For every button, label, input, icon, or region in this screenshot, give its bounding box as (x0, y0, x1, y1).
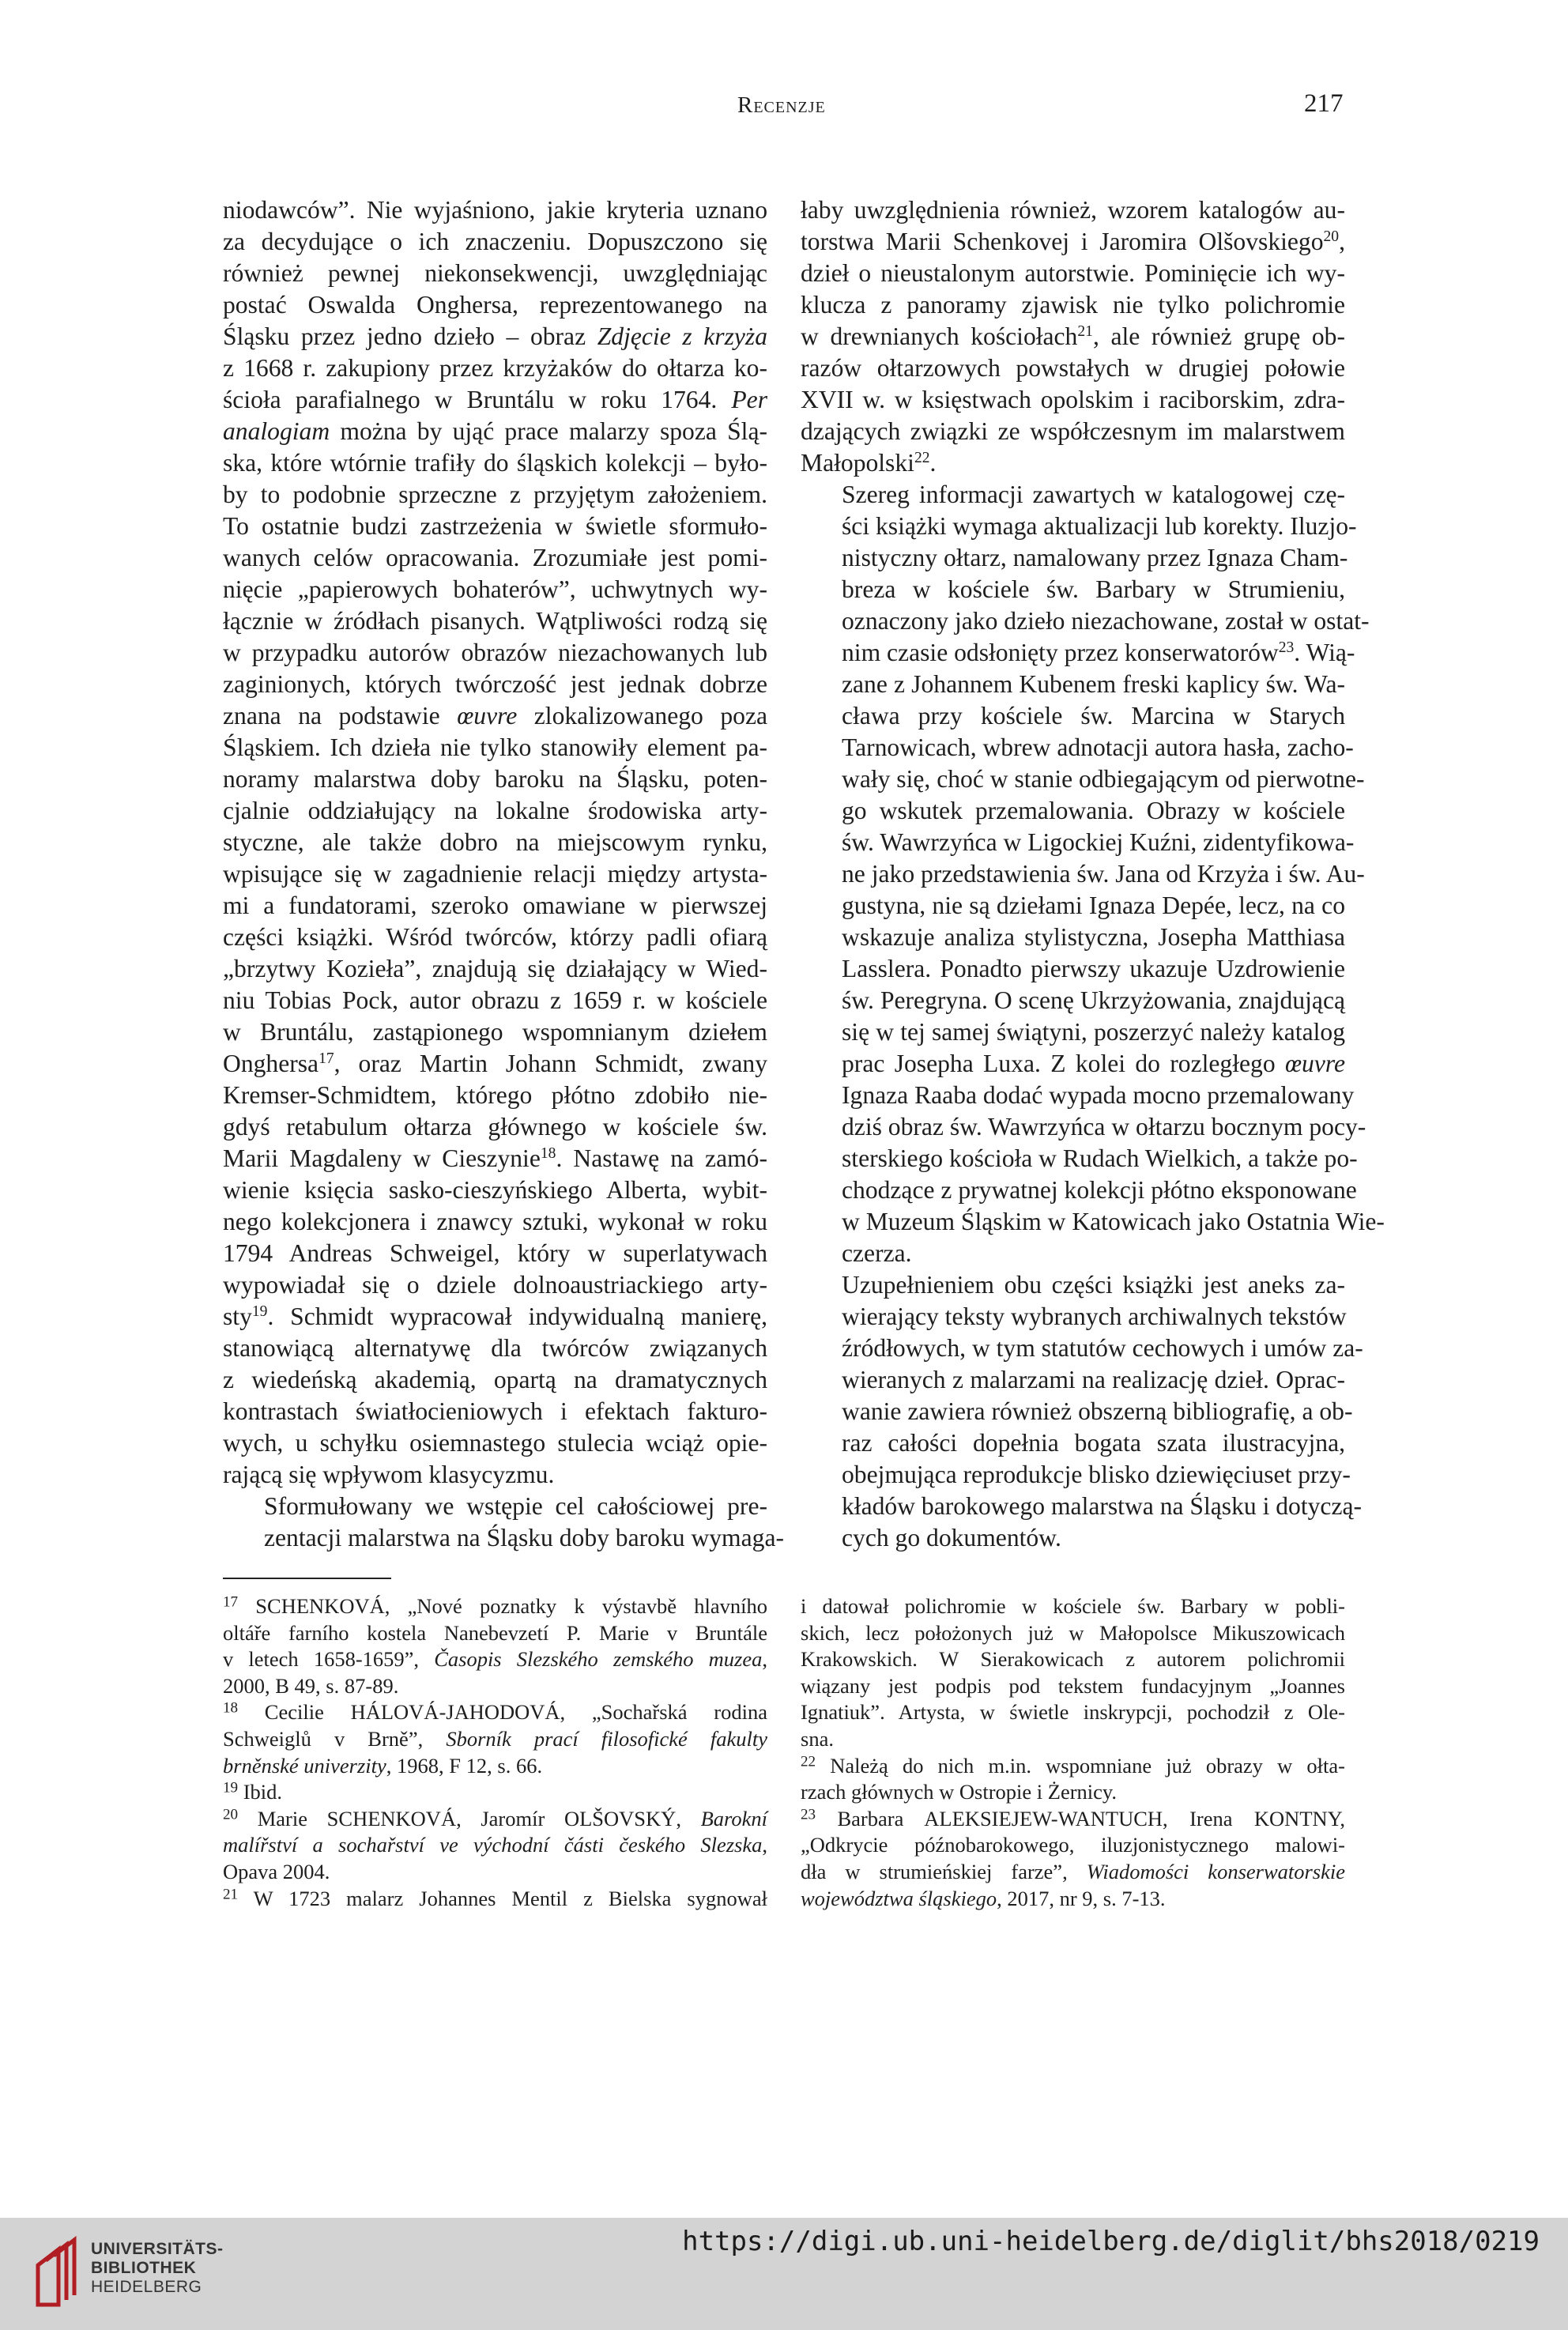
text-line: św. Peregryna. O scenę Ukrzyżowania, znajdującą (842, 986, 1345, 1014)
text-line: brněnské univerzity, 1968, F 12, s. 66. (223, 1753, 543, 1778)
text-line: styczne, ale także dobro na miejscowym rynku, (223, 828, 767, 856)
text-line: raz całości dopełnia bogata szata ilustracyjna, (842, 1429, 1345, 1457)
text-column-left (223, 194, 784, 1554)
footnote (223, 1886, 767, 1913)
text-line: Kremser-Schmidtem, którego płótno zdobiło nie- (223, 1081, 767, 1109)
text-line: Krakowskich. W Sierakowicach z autorem polichromii (801, 1647, 1345, 1672)
text-line: malířství a sochařství ve východní části českého Slezska, (223, 1833, 767, 1857)
text-line: cjalnie oddziałujący na lokalne środowiska arty- (223, 797, 767, 824)
text-line: $^{18}$ Cecilie HÁLOVÁ-JAHODOVÁ, „Sochařská rodina (223, 1699, 767, 1725)
footnote (223, 1699, 767, 1779)
text-line: dziś obraz św. Wawrzyńca w ołtarzu bocznym pocy- (842, 1113, 1366, 1140)
text-line: breza w kościele św. Barbary w Strumieniu, (842, 575, 1345, 603)
text-column-right (801, 194, 1385, 1554)
text-line: wanie zawiera również obszerną bibliografię, a ob- (842, 1397, 1353, 1425)
text-line: cych go dokumentów. (842, 1524, 1061, 1551)
text-line: wpisujące się w zagadnienie relacji między artysta- (223, 860, 767, 888)
text-line: skich, lecz położonych już w Małopolsce Mikuszowicach (801, 1620, 1345, 1645)
text-line: rającą się wpływom klasycyzmu. (223, 1461, 555, 1488)
footnote (801, 1753, 1345, 1806)
text-line: Ignatiuk”. Artysta, w świetle inskrypcji, pochodził z Ole- (801, 1700, 1345, 1725)
text-line: wanych celów opracowania. Zrozumiałe jest pomi- (223, 544, 767, 571)
text-line: prac Josepha Luxa. Z kolei do rozległego œuvre (842, 1050, 1345, 1077)
text-line: niu Tobias Pock, autor obrazu z 1659 r. w kościele (223, 986, 767, 1014)
text-line: w przypadku autorów obrazów niezachowanych lub (223, 639, 767, 666)
text-line: Schweiglů v Brně”, Sborník prací filosofické fakulty (223, 1726, 767, 1751)
paragraph (801, 194, 1345, 479)
footnote-separator (223, 1578, 391, 1579)
text-line: w drewnianych kościołach$^{21}$, ale również grupę ob- (801, 322, 1345, 350)
text-line: $^{21}$ W 1723 malarz Johannes Mentil z Bielska sygnował (223, 1885, 767, 1910)
text-line: ści książki wymaga aktualizacji lub korekty. Iluzjo- (842, 512, 1357, 540)
text-line: sterskiego kościoła w Rudach Wielkich, a także po- (842, 1144, 1358, 1172)
text-line: Lasslera. Ponadto pierwszy ukazuje Uzdrowienie (842, 955, 1345, 982)
text-line: $^{19}$ Ibid. (223, 1779, 283, 1804)
footnote (223, 1593, 767, 1699)
footnotes-right (801, 1593, 1345, 1912)
text-line: dzieł o nieustalonym autorstwie. Pominięcie ich wy- (801, 259, 1345, 287)
footnote (801, 1806, 1345, 1912)
text-line: noramy malarstwa doby baroku na Śląsku, poten- (223, 765, 767, 793)
text-line: się w tej samej świątyni, poszerzyć należy katalog (842, 1018, 1345, 1046)
text-line: łącznie w źródłach pisanych. Wątpliwości rodzą się (223, 607, 767, 635)
library-logo-text[interactable]: UNIVERSITÄTS- BIBLIOTHEK HEIDELBERG (91, 2240, 224, 2296)
text-line: Małopolski$^{22}$. (801, 449, 937, 477)
source-url[interactable]: https://digi.ub.uni-heidelberg.de/diglit/bhs2018/0219 (682, 2226, 1540, 2257)
text-line: zentacji malarstwa na Śląsku doby baroku wymaga- (264, 1524, 784, 1551)
text-line: części książki. Wśród twórców, którzy padli ofiarą (223, 923, 767, 951)
text-line: oznaczony jako dzieło niezachowane, został w ostat- (842, 607, 1370, 635)
paragraph (223, 194, 767, 1491)
text-line: 2000, B 49, s. 87-89. (223, 1673, 399, 1698)
paragraph (223, 1491, 784, 1554)
text-line: Opava 2004. (223, 1859, 330, 1883)
text-line: wieranych z malarzami na realizację dzieł. Oprac- (842, 1366, 1345, 1393)
text-line: gdyś retabulum ołtarza głównego w kościele św. (223, 1113, 767, 1140)
text-line: kontrastach światłocieniowych i efektach fakturo- (223, 1397, 767, 1425)
running-header: Recenzje (737, 92, 826, 118)
text-line: $^{17}$ SCHENKOVÁ, „Nové poznatky k výstavbě hlavního (223, 1593, 767, 1618)
text-line: ska, które wtórnie trafiły do śląskich kolekcji – było- (223, 449, 767, 477)
text-line: postać Oswalda Onghersa, reprezentowanego na (223, 291, 767, 319)
text-line: nistyczny ołtarz, namalowany przez Ignaza Cham- (842, 544, 1348, 571)
footnote (801, 1593, 1345, 1753)
text-line: dła w strumieńskiej farze”, Wiadomości konserwatorskie (801, 1859, 1346, 1883)
text-line: w Muzeum Śląskim w Katowicach jako Ostatnia Wie- (842, 1208, 1385, 1235)
text-line: znana na podstawie œuvre zlokalizowanego poza (223, 702, 768, 730)
text-line: sna. (801, 1726, 834, 1751)
footnote (223, 1806, 767, 1886)
text-line: go wskutek przemalowania. Obrazy w kościele (842, 797, 1345, 824)
footnote (223, 1779, 767, 1806)
text-line: łaby uwzględnienia również, wzorem katalogów au- (801, 196, 1345, 224)
text-line: Śląskiem. Ich dzieła nie tylko stanowiły element pa- (223, 733, 767, 761)
text-line: zane z Johannem Kubenem freski kaplicy św. Wa- (842, 670, 1345, 698)
text-line: nięcie „papierowych bohaterów”, uchwytnych wy- (223, 575, 767, 603)
text-line: Uzupełnieniem obu części książki jest aneks za- (842, 1271, 1345, 1299)
text-line: Onghersa$^{17}$, oraz Martin Johann Schmidt, zwany (223, 1050, 767, 1077)
text-line: za decydujące o ich znaczeniu. Dopuszczono się (223, 228, 767, 255)
paragraph (801, 479, 1385, 1269)
text-line: kładów barokowego malarstwa na Śląsku i dotyczą- (842, 1492, 1363, 1520)
text-line: „Odkrycie późnobarokowego, iluzjonistycznego malowi- (801, 1833, 1345, 1857)
text-line: „brzytwy Kozieła”, znajdują się działający w Wied- (223, 955, 767, 982)
text-line: Szereg informacji zawartych w katalogowej czę- (842, 481, 1345, 508)
text-line: wały się, choć w stanie odbiegającym od pierwotne- (842, 765, 1365, 793)
text-line: również pewnej niekonsekwencji, uwzględniając (223, 259, 767, 287)
text-line: źródłowych, w tym statutów cechowych i umów za- (842, 1334, 1363, 1362)
text-line: To ostatnie budzi zastrzeżenia w świetle sformuło- (223, 512, 767, 540)
text-line: Sformułowany we wstępie cel całościowej pre- (264, 1492, 767, 1520)
text-line: stanowiącą alternatywę dla twórców związanych (223, 1334, 767, 1362)
text-line: wiązany jest podpis pod tekstem fundacyjnym „Joannes (801, 1673, 1345, 1698)
text-line: z 1668 r. zakupiony przez krzyżaków do ołtarza ko- (223, 354, 767, 382)
text-line: województwa śląskiego, 2017, nr 9, s. 7-13. (801, 1886, 1166, 1910)
text-line: nego kolekcjonera i znawcy sztuki, wykonał w roku (223, 1208, 767, 1235)
text-line: klucza z panoramy zjawisk nie tylko polichromie (801, 291, 1345, 319)
text-line: 1794 Andreas Schweigel, który w superlatywach (223, 1239, 767, 1267)
text-line: sty$^{19}$. Schmidt wypracował indywidualną manierę, (223, 1303, 767, 1330)
text-line: ścioła parafialnego w Bruntálu w roku 1764. Per (223, 386, 767, 413)
text-line: obejmująca reprodukcje blisko dziewięciuset przy- (842, 1461, 1351, 1488)
text-line: wienie księcia sasko-cieszyńskiego Alberta, wybit- (223, 1176, 767, 1204)
text-line: oltáře farního kostela Nanebevzetí P. Marie v Bruntále (223, 1620, 767, 1645)
text-line: XVII w. w księstwach opolskim i raciborskim, zdra- (801, 386, 1345, 413)
text-line: $^{20}$ Marie SCHENKOVÁ, Jaromír OLŠOVSKÝ, Barokní (223, 1806, 767, 1830)
text-line: w Bruntálu, zastąpionego wspomnianym dziełem (223, 1018, 767, 1046)
library-logo-icon[interactable] (32, 2234, 84, 2313)
text-line: św. Wawrzyńca w Ligockiej Kuźni, zidentyfikowa- (842, 828, 1355, 856)
text-line: mi a fundatorami, szeroko omawiane w pierwszej (223, 892, 767, 919)
page-number: 217 (1304, 89, 1344, 118)
text-line: dzających związki ze współczesnym im malarstwem (801, 417, 1345, 445)
text-line: chodzące z prywatnej kolekcji płótno eksponowane (842, 1176, 1357, 1204)
text-line: gustyna, nie są dziełami Ignaza Depée, lecz, na co (842, 892, 1345, 919)
text-line: torstwa Marii Schenkovej i Jaromira Olšovskiego$^{20}$, (801, 228, 1345, 255)
text-line: $^{22}$ Należą do nich m.in. wspomniane już obrazy w ołta- (801, 1752, 1345, 1778)
text-line: z wiedeńską akademią, opartą na dramatycznych (223, 1366, 767, 1393)
text-line: wypowiadał się o dziele dolnoaustriackiego arty- (223, 1271, 767, 1299)
text-line: i datował polichromie w kościele św. Barbary w pobli- (801, 1594, 1345, 1618)
text-line: razów ołtarzowych powstałych w drugiej połowie (801, 354, 1345, 382)
text-line: Tarnowicach, wbrew adnotacji autora hasła, zacho- (842, 733, 1354, 761)
text-line: v letech 1658-1659”, Časopis Slezského zemského muzea, (223, 1647, 767, 1672)
text-line: cława przy kościele św. Marcina w Starych (842, 702, 1345, 730)
footnotes-left (223, 1593, 767, 1912)
text-line: wskazuje analiza stylistyczna, Josepha Matthiasa (842, 923, 1345, 951)
text-line: zaginionych, których twórczość jest jednak dobrze (223, 670, 767, 698)
text-line: Marii Magdaleny w Cieszynie$^{18}$. Nastawę na zamó- (223, 1144, 767, 1172)
text-line: analogiam można by ująć prace malarzy spoza Ślą- (223, 417, 767, 445)
text-line: by to podobnie sprzeczne z przyjętym założeniem. (223, 481, 767, 508)
text-line: nim czasie odsłonięty przez konserwatorów$^{23}$. Wią- (842, 639, 1355, 666)
text-line: Śląsku przez jedno dzieło – obraz Zdjęcie z krzyża (223, 322, 767, 350)
text-line: wych, u schyłku osiemnastego stulecia wciąż opie- (223, 1429, 767, 1457)
text-line: ne jako przedstawienia św. Jana od Krzyża i św. Au- (842, 860, 1365, 888)
paragraph (801, 1269, 1363, 1554)
text-line: rzach głównych w Ostropie i Żernicy. (801, 1780, 1118, 1804)
text-line: $^{23}$ Barbara ALEKSIEJEW-WANTUCH, Irena KONTNY, (801, 1806, 1345, 1830)
text-line: wierający teksty wybranych archiwalnych tekstów (842, 1303, 1347, 1330)
text-line: Ignaza Raaba dodać wypada mocno przemalowany (842, 1081, 1355, 1109)
text-line: czerza. (842, 1239, 912, 1267)
text-line: niodawców”. Nie wyjaśniono, jakie kryteria uznano (223, 196, 767, 224)
